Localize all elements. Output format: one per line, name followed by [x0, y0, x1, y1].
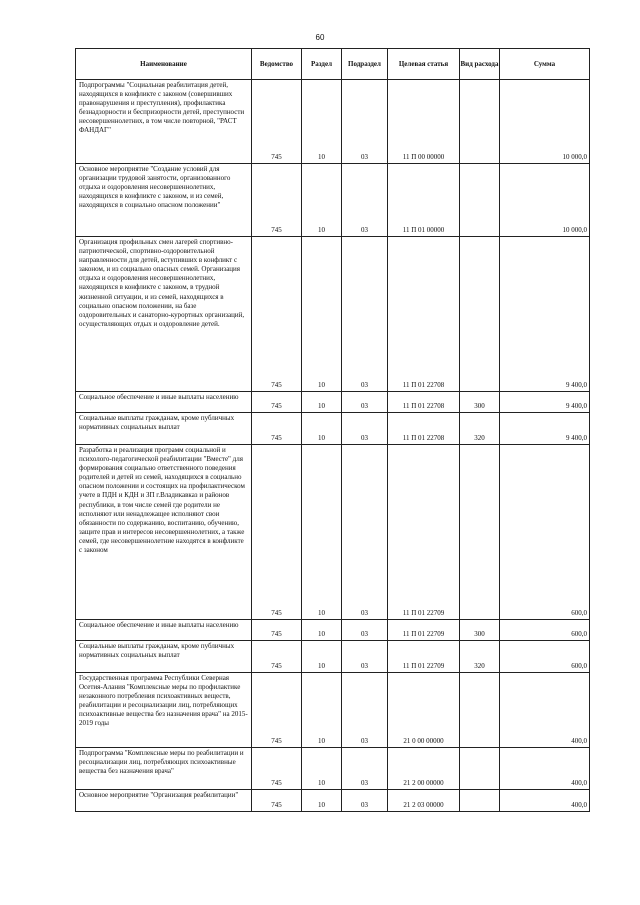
row-expense: [460, 748, 500, 790]
row-target: 11 П 01 22708: [388, 237, 460, 392]
row-expense: [460, 237, 500, 392]
row-section: 10: [302, 748, 342, 790]
table-row: [76, 80, 590, 164]
row-sum: 9 400,0: [500, 413, 590, 445]
row-target: 11 П 01 22709: [388, 641, 460, 673]
row-dept: 745: [252, 237, 302, 392]
row-subsection: 03: [342, 790, 388, 812]
row-target: 21 0 00 00000: [388, 673, 460, 748]
row-section: 10: [302, 673, 342, 748]
header-expense: Вид расхода: [460, 49, 500, 80]
row-subsection: 03: [342, 673, 388, 748]
header-subsection: Подраздел: [342, 49, 388, 80]
row-section: 10: [302, 641, 342, 673]
row-expense: [460, 80, 500, 164]
page-number: 60: [315, 33, 325, 42]
table-row: [76, 445, 590, 620]
row-dept: 745: [252, 392, 302, 413]
header-dept: Ведомство: [252, 49, 302, 80]
row-dept: 745: [252, 673, 302, 748]
row-dept: 745: [252, 80, 302, 164]
row-target: 21 2 00 00000: [388, 748, 460, 790]
row-name: Социальное обеспечение и иные выплаты населению: [76, 620, 252, 641]
row-sum: 600,0: [500, 620, 590, 641]
row-section: 10: [302, 164, 342, 237]
row-expense: [460, 673, 500, 748]
row-name: Подпрограммы "Социальная реабилитация детей, находящихся в конфликте с законом (совершивших правонарушения и преступления), профилактика безнадзорности и беспризорности детей, преступности несовершеннолетних, в том числе повторной, "РАСТ ФАНДАГ": [76, 80, 252, 164]
row-subsection: 03: [342, 413, 388, 445]
row-target: 11 П 01 22708: [388, 392, 460, 413]
row-subsection: 03: [342, 748, 388, 790]
row-sum: 9 400,0: [500, 392, 590, 413]
row-section: 10: [302, 445, 342, 620]
header-section: Раздел: [302, 49, 342, 80]
row-name: Государственная программа Республики Северная Осетия-Алания "Комплексные меры по профилактике незаконного потребления психоактивных веществ, реабилитации и ресоциализации лиц, потребляющих психоактивные вещества без назначения врача" на 2015-2019 годы: [76, 673, 252, 748]
row-expense: 320: [460, 641, 500, 673]
row-dept: 745: [252, 445, 302, 620]
table-header: [76, 49, 590, 80]
row-name: Основное мероприятие "Организация реабилитации": [76, 790, 252, 812]
row-dept: 745: [252, 620, 302, 641]
row-name: Организация профильных смен лагерей спортивно-патриотической, спортивно-оздоровительной направленности для детей, вступивших в конфликт с законом, и из социально опасных семей. Организация отдыха и оздоровления несовершеннолетних, находящихся в конфликте с законом, в трудной жизненной ситуации, и из семей, находящихся в социально опасном положении, на базе оздоровительных и санаторно-курортных организаций, осуществляющих отдых и оздоровление детей.: [76, 237, 252, 392]
row-subsection: 03: [342, 445, 388, 620]
row-sum: 10 000,0: [500, 80, 590, 164]
row-dept: 745: [252, 641, 302, 673]
row-expense: 300: [460, 620, 500, 641]
row-name: Основное мероприятие "Создание условий для организации трудовой занятости, организованного отдыха и оздоровления несовершеннолетних, находящихся в конфликте с законом, и из семей, находящихся в социально опасном положении": [76, 164, 252, 237]
row-subsection: 03: [342, 80, 388, 164]
row-expense: [460, 164, 500, 237]
table-row: [76, 641, 590, 673]
table-row: [76, 790, 590, 812]
row-target: 11 П 01 22709: [388, 620, 460, 641]
table-row: [76, 237, 590, 392]
row-sum: 10 000,0: [500, 164, 590, 237]
row-sum: 400,0: [500, 673, 590, 748]
row-sum: 600,0: [500, 641, 590, 673]
row-subsection: 03: [342, 620, 388, 641]
row-dept: 745: [252, 164, 302, 237]
table-row: [76, 620, 590, 641]
row-sum: 400,0: [500, 790, 590, 812]
row-subsection: 03: [342, 641, 388, 673]
row-name: Социальное обеспечение и иные выплаты населению: [76, 392, 252, 413]
row-expense: [460, 790, 500, 812]
row-name: Разработка и реализация программ социальной и психолого-педагогической реабилитации "Вместе" для формирования социально ответственного поведения родителей и детей из семей, находящихся в социально опасном положении и состоящих на профилактическом учете в ПДН и КДН и ЗП г.Владикавказ и районов республики, в том числе семей где родители не исполняют или ненадлежащее исполняют свои обязанности по содержанию, воспитанию, обучению, защите прав и интересов несовершеннолетних, а также семей, где несовершеннолетние находятся в конфликте с законом: [76, 445, 252, 620]
header-name: Наименование: [76, 49, 252, 80]
row-subsection: 03: [342, 392, 388, 413]
row-sum: 9 400,0: [500, 237, 590, 392]
row-target: 11 П 01 22709: [388, 445, 460, 620]
row-name: Социальные выплаты гражданам, кроме публичных нормативных социальных выплат: [76, 641, 252, 673]
row-sum: 400,0: [500, 748, 590, 790]
row-target: 11 П 01 22708: [388, 413, 460, 445]
row-section: 10: [302, 392, 342, 413]
row-section: 10: [302, 620, 342, 641]
row-subsection: 03: [342, 164, 388, 237]
row-expense: 300: [460, 392, 500, 413]
header-sum: Сумма: [500, 49, 590, 80]
table-row: [76, 673, 590, 748]
table-row: [76, 392, 590, 413]
header-target: Целевая статья: [388, 49, 460, 80]
row-sum: 600,0: [500, 445, 590, 620]
table-row: [76, 748, 590, 790]
row-expense: [460, 445, 500, 620]
row-expense: 320: [460, 413, 500, 445]
row-name: Подпрограмма "Комплексные меры по реабилитации и ресоциализации лиц, потребляющих психоактивные вещества без назначения врача": [76, 748, 252, 790]
row-target: 21 2 03 00000: [388, 790, 460, 812]
row-target: 11 П 01 00000: [388, 164, 460, 237]
budget-table: [75, 48, 590, 812]
row-section: 10: [302, 790, 342, 812]
row-name: Социальные выплаты гражданам, кроме публичных нормативных социальных выплат: [76, 413, 252, 445]
table-row: [76, 164, 590, 237]
row-dept: 745: [252, 748, 302, 790]
row-section: 10: [302, 237, 342, 392]
row-section: 10: [302, 80, 342, 164]
row-subsection: 03: [342, 237, 388, 392]
table-row: [76, 413, 590, 445]
row-target: 11 П 00 00000: [388, 80, 460, 164]
row-dept: 745: [252, 413, 302, 445]
row-section: 10: [302, 413, 342, 445]
row-dept: 745: [252, 790, 302, 812]
